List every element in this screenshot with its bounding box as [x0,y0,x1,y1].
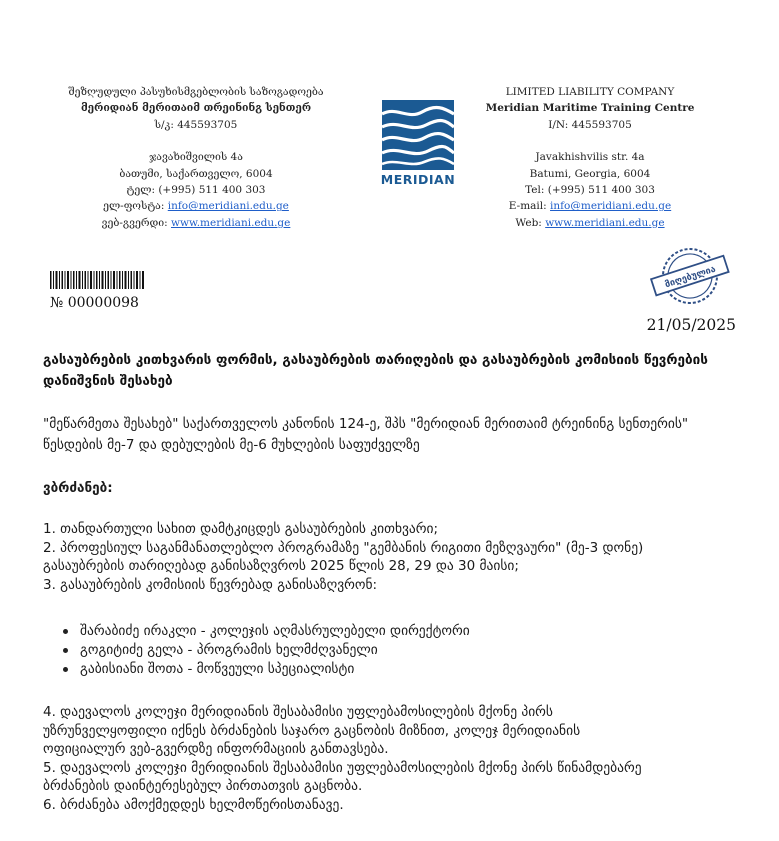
order-item-4-line-1: 4. დაევალოს კოლეჯი მერიდიანის შესაბამისი უფლებამოსილების მქონე პირს [43,704,553,720]
order-item-3: 3. გასაუბრების კომისიის წევრებად განისაზღვრონ: [43,576,378,593]
web-row-en [430,215,750,231]
order-items-1-3 [43,520,743,594]
tax-id-en: I/N: 445593705 [548,118,632,131]
document-date: 21/05/2025 [646,316,736,334]
order-item-5-line-1: 5. დაევალოს კოლეჯი მერიდიანის შესაბამისი უფლებამოსილების მქონე პირს წინამდებარე [43,759,642,776]
order-item-2-line-1: 2. პროფესიულ საგანმანათლებლო პროგრამაზე "გემბანის რიგითი მეზღვაური" (მე-3 დონე) [43,539,644,556]
commission-members-list [63,622,470,679]
order-item-6: 6. ბრძანება ამოქმედდეს ხელმოწერისთანავე. [43,796,344,813]
list-item [63,641,470,660]
email-row-en [430,198,750,214]
order-item-5-line-2: ბრძანების დაინტერესებულ პირთათვის გაცნობა. [43,778,363,794]
org-type-en: LIMITED LIABILITY COMPANY [505,86,675,98]
city-en: Batumi, Georgia, 6004 [529,167,651,180]
email-row-ka [36,198,356,214]
phone-en: Tel: (+995) 511 400 303 [525,184,655,197]
document-preamble: "მეწარმეთა შესახებ" საქართველოს კანონის 124-ე, შპს "მერიდიან მერითაიმ ტრეინინგ სენთერის" წესდების მე-7 და დებულების მე-6 მუხლების საფუძველზე [43,416,689,453]
email-label-ka: ელ-ფოსტა: [103,200,165,213]
bullet-icon [63,667,68,672]
web-label-en: Web: [515,216,542,229]
barcode-icon [50,271,144,289]
member-name: გაბისიანი შოთა - მოწვეული სპეციალისტი [80,661,355,677]
org-type-ka: შეზღუდული პასუხისმგებლობის საზოგადოება [68,86,324,98]
city-ka: ბათუმი, საქართველო, 6004 [119,167,273,180]
web-label-ka: ვებ-გვერდი: [101,216,168,229]
letterhead-english [430,84,750,231]
bullet-icon [63,648,68,653]
web-row-ka [36,215,356,231]
order-heading: ვბრძანებ: [43,480,113,496]
street-ka: ჯავახიშვილის 4ა [149,151,243,164]
order-item-4-line-3: ოფიციალურ ვებ-გვერდზე ინფორმაციის განთავსება. [43,741,389,757]
member-name: გოგიტიძე გელა - პროგრამის ხელმძღვანელი [80,642,378,658]
logo-wordmark: MERIDIAN [380,172,456,187]
org-name-ka: მერიდიან მერითაიმ თრეინინგ სენთერ [80,102,312,115]
org-name-en: Meridian Maritime Training Centre [485,102,695,115]
tax-id-ka: ს/კ: 445593705 [154,118,238,131]
email-link-en[interactable]: info@meridiani.edu.ge [550,200,672,213]
list-item [63,622,470,641]
email-label-en: E-mail: [508,200,547,213]
web-link-en[interactable]: www.meridiani.edu.ge [545,216,665,229]
email-link-ka[interactable]: info@meridiani.edu.ge [167,200,289,213]
svg-text:მიღებულია: მიღებულია [663,264,718,291]
document-title: გასაუბრების კითხვარის ფორმის, გასაუბრების თარიღების და გასაუბრების კომისიის წევრების დანიშვნის შესახებ [43,352,708,389]
web-link-ka[interactable]: www.meridiani.edu.ge [171,216,291,229]
document-number: № 00000098 [50,295,139,311]
bullet-icon [63,629,68,634]
member-name: შარაბიძე ირაკლი - კოლეჯის აღმასრულებელი დირექტორი [80,623,470,639]
order-item-2-line-2: გასაუბრების თარიღებად განისაზღვროს 2025 წლის 28, 29 და 30 მაისი; [43,558,519,574]
order-item-4-line-2: უზრუნველყოფილი იქნეს ბრძანების საჯარო გაცნობის მიზნით, კოლეჯ მერიდიანის [43,722,581,739]
order-item-1: 1. თანდართული სახით დამტკიცდეს გასაუბრების კითხვარი; [43,521,439,537]
order-items-4-6 [43,703,743,814]
letterhead-georgian [36,84,356,231]
phone-ka: ტელ: (+995) 511 400 303 [126,184,266,197]
received-stamp-icon [648,244,732,308]
street-en: Javakhishvilis str. 4a [535,151,645,164]
list-item [63,660,470,679]
